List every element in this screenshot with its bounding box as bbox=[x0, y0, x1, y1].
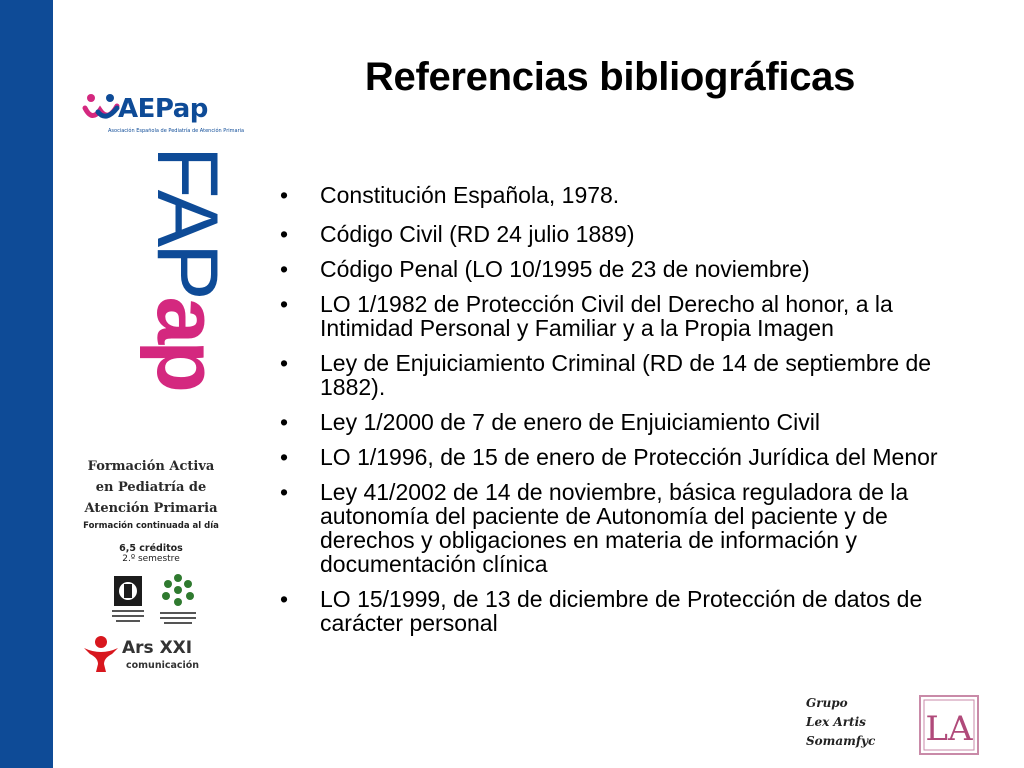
list-item bbox=[278, 480, 958, 576]
reference-text: LO 1/1996, de 15 de enero de Protección Jurídica del Menor bbox=[320, 444, 938, 470]
fapap-letter-a-small: a bbox=[139, 296, 235, 341]
reference-text: Constitución Española, 1978. bbox=[320, 182, 620, 208]
formacion-activa-line: Atención Primaria bbox=[84, 501, 218, 516]
la-logo-text: LA bbox=[925, 709, 973, 749]
ars-xxi-word: Ars XXI bbox=[122, 638, 193, 658]
group-line: Grupo bbox=[806, 696, 848, 710]
aepap-subtitle: Asociación Española de Pediatría de Atención Primaria bbox=[108, 128, 245, 134]
formacion-activa-line: Formación Activa bbox=[87, 459, 215, 474]
reference-text: Ley 1/2000 de 7 de enero de Enjuiciamiento Civil bbox=[320, 409, 820, 435]
ars-xxi-subtitle: comunicación bbox=[126, 660, 200, 671]
bullet-icon: • bbox=[280, 182, 289, 208]
reference-text: Ley 41/2002 de 14 de noviembre, básica reguladora de la autonomía del paciente de Autonomía del paciente y de derechos y obligaciones en materia de información y documentación clínica bbox=[320, 479, 909, 577]
bullet-icon: • bbox=[280, 291, 289, 317]
bullet-icon: • bbox=[280, 409, 289, 435]
bullet-icon: • bbox=[280, 350, 289, 376]
sponsor-logos bbox=[108, 572, 208, 628]
list-item bbox=[278, 410, 958, 434]
bullet-icon: • bbox=[280, 479, 289, 505]
semestre: 2.º semestre bbox=[122, 554, 180, 564]
list-item bbox=[278, 292, 958, 340]
fapap-letter-f: F bbox=[139, 146, 235, 190]
creditos: 6,5 créditos bbox=[119, 543, 183, 554]
reference-text: LO 1/1982 de Protección Civil del Derecho al honor, a la Intimidad Personal y Familiar y a la Propia Imagen bbox=[320, 291, 893, 341]
ars-xxi-logo bbox=[82, 632, 222, 676]
left-blue-bar bbox=[0, 0, 53, 768]
reference-text: Código Civil (RD 24 julio 1889) bbox=[320, 221, 635, 247]
fapap-letter-p-small: p bbox=[139, 340, 235, 389]
aepap-word: AEPap bbox=[118, 94, 208, 124]
fapap-vertical-logo bbox=[90, 146, 235, 436]
bullet-icon: • bbox=[280, 221, 289, 247]
creditos-block bbox=[62, 543, 240, 565]
group-lex-artis bbox=[806, 694, 875, 751]
list-item bbox=[278, 183, 958, 207]
cfc-commission-logo-icon bbox=[108, 572, 148, 628]
group-line: Lex Artis bbox=[806, 715, 866, 729]
formacion-continuada: Formación continuada al día bbox=[83, 521, 219, 531]
fapap-letter-p: P bbox=[139, 243, 235, 297]
list-item bbox=[278, 257, 958, 281]
sidebar-branding bbox=[62, 80, 245, 700]
reference-text: Código Penal (LO 10/1995 de 23 de noviembre) bbox=[320, 256, 810, 282]
aepap-figures-icon bbox=[84, 92, 120, 128]
bullet-icon: • bbox=[280, 586, 289, 612]
bullet-icon: • bbox=[280, 256, 289, 282]
svg-text:FAPap bbox=[139, 146, 235, 389]
references-list bbox=[278, 183, 958, 646]
list-item bbox=[278, 351, 958, 399]
lex-artis-logo-icon bbox=[918, 694, 980, 756]
reference-text: Ley de Enjuiciamiento Criminal (RD de 14 de septiembre de 1882). bbox=[320, 350, 932, 400]
fapap-letter-a: A bbox=[139, 189, 235, 244]
aepap-logo bbox=[84, 88, 245, 138]
list-item bbox=[278, 587, 958, 635]
list-item bbox=[278, 222, 958, 246]
slide-title: Referencias bibliográficas bbox=[364, 55, 856, 99]
group-line: Somamfyc bbox=[806, 734, 876, 748]
formacion-activa-title bbox=[62, 456, 240, 519]
formacion-activa-line: en Pediatría de bbox=[95, 480, 207, 495]
bullet-icon: • bbox=[280, 444, 289, 470]
reference-text: LO 15/1999, de 13 de diciembre de Protección de datos de carácter personal bbox=[320, 586, 923, 636]
ars-figure-icon bbox=[82, 634, 120, 674]
list-item bbox=[278, 445, 958, 469]
catalan-institute-logo-icon bbox=[156, 572, 200, 628]
